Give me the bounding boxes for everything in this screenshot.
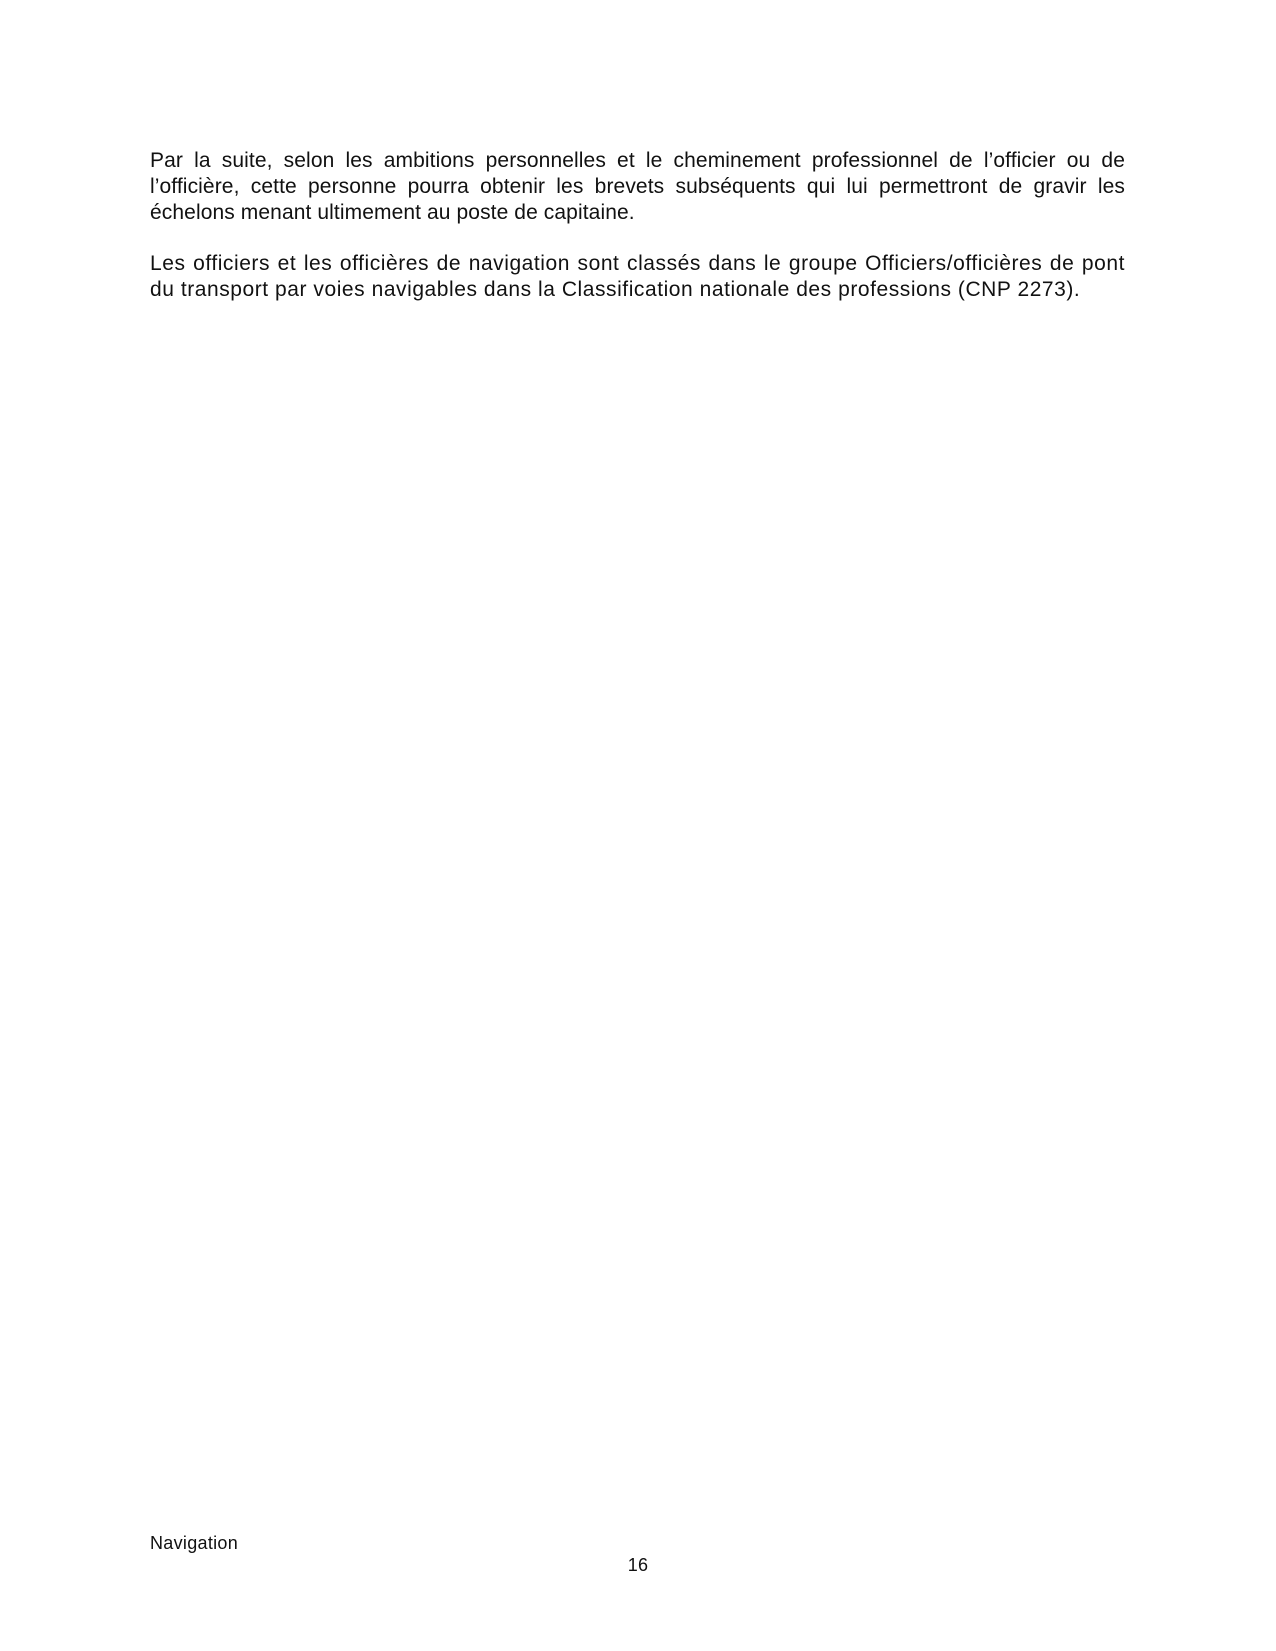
footer-section-title: Navigation: [150, 1533, 239, 1553]
paragraph-occupation-classification: Les officiers et les officières de navigation sont classés dans le groupe Officiers/officières de pont du transport par voies navigables dans la Classification nationale des professions (CNP 2273).: [150, 252, 1125, 301]
document-body: [150, 148, 1125, 303]
page-number: 16: [627, 1555, 649, 1575]
paragraph-career-progression: Par la suite, selon les ambitions personnelles et le cheminement professionnel de l’officier ou de l’officière, cette personne pourra obtenir les brevets subséquents qui lui permettront de gravir les échelons menant ultimement au poste de capitaine.: [150, 149, 1125, 224]
